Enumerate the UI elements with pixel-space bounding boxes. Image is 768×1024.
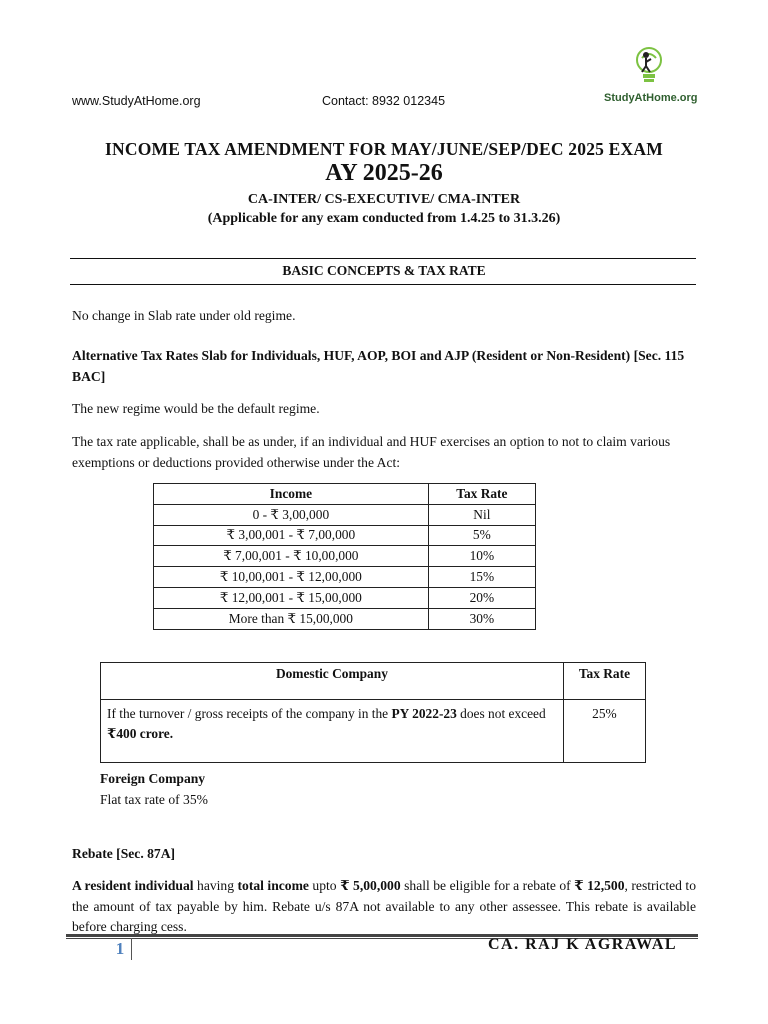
rate-cell: 20%	[428, 587, 535, 608]
section-rule-top	[70, 258, 696, 259]
header-website: www.StudyAtHome.org	[72, 94, 201, 108]
author-name: CA. RAJ K AGRAWAL	[488, 936, 678, 953]
table-row	[154, 608, 536, 629]
rate-cell: 5%	[428, 525, 535, 546]
rate-cell: 10%	[428, 546, 535, 567]
applicability-note: (Applicable for any exam conducted from 1.4.25 to 31.3.26)	[207, 211, 561, 226]
condition-text: If the turnover / gross receipts of the company in the	[107, 706, 392, 721]
tax-rate-column-header: Tax Rate	[428, 484, 535, 505]
income-cell: ₹ 12,00,001 - ₹ 15,00,000	[154, 587, 429, 608]
turnover-condition-cell	[101, 700, 564, 763]
previous-year: PY 2022-23	[391, 706, 457, 721]
header-contact: Contact: 8932 012345	[322, 94, 446, 108]
table-row	[154, 587, 536, 608]
table-row	[154, 504, 536, 525]
income-cell: 0 - ₹ 3,00,000	[154, 504, 429, 525]
rebate-bold-text: total income	[237, 878, 309, 893]
rebate-text: , restricted to the amount of tax payable by him. Rebate u/s 87A not available to any other assessee. This rebate is available before charging cess.	[72, 878, 697, 934]
rebate-text: shall be eligible for a rebate of	[400, 878, 575, 893]
rate-cell: 30%	[428, 608, 535, 629]
rate-cell: Nil	[428, 504, 535, 525]
foreign-company-heading: Foreign Company	[100, 771, 206, 786]
rebate-paragraph	[72, 876, 696, 938]
turnover-limit: ₹400 crore.	[107, 726, 174, 741]
slab-rate-table	[153, 483, 536, 630]
rebate-amount: ₹ 12,500	[574, 878, 625, 893]
rebate-income-limit: ₹ 5,00,000	[340, 878, 401, 893]
section-rule-bottom	[70, 284, 696, 285]
rebate-heading: Rebate [Sec. 87A]	[72, 846, 176, 861]
logo-icon	[598, 44, 700, 94]
tax-rate-intro: The tax rate applicable, shall be as under, if an individual and HUF exercises an option to not to claim various exemptions or deductions provided otherwise under the Act:	[72, 434, 671, 470]
page-number: 1	[115, 939, 125, 958]
income-cell: More than ₹ 15,00,000	[154, 608, 429, 629]
old-regime-note: No change in Slab rate under old regime.	[72, 308, 296, 323]
rebate-text: upto	[308, 878, 341, 893]
income-cell: ₹ 3,00,001 - ₹ 7,00,000	[154, 525, 429, 546]
rebate-text: having	[193, 878, 238, 893]
income-cell: ₹ 7,00,001 - ₹ 10,00,000	[154, 546, 429, 567]
tax-rate-header: Tax Rate	[563, 663, 645, 700]
document-title: INCOME TAX AMENDMENT FOR MAY/JUNE/SEP/DEC 2025 EXAM	[105, 139, 663, 159]
alternative-tax-heading: Alternative Tax Rates Slab for Individuals, HUF, AOP, BOI and AJP (Resident or Non-Resident) [Sec. 115 BAC]	[72, 348, 685, 384]
table-row	[101, 700, 646, 763]
condition-text: does not exceed	[456, 706, 546, 721]
default-regime-note: The new regime would be the default regime.	[72, 401, 320, 416]
page-number-divider	[131, 938, 132, 960]
assessment-year-title: AY 2025-26	[325, 160, 443, 186]
domestic-company-table	[100, 662, 646, 763]
domestic-company-header: Domestic Company	[101, 663, 564, 700]
rebate-bold-text: A resident individual	[72, 878, 194, 893]
rate-cell: 25%	[563, 700, 645, 763]
table-header-row	[101, 663, 646, 700]
logo-text: StudyAtHome.org	[604, 92, 698, 104]
table-row	[154, 525, 536, 546]
course-subtitle: CA-INTER/ CS-EXECUTIVE/ CMA-INTER	[247, 192, 521, 207]
income-column-header: Income	[154, 484, 429, 505]
section-heading: BASIC CONCEPTS & TAX RATE	[282, 263, 486, 278]
foreign-company-rate: Flat tax rate of 35%	[100, 792, 208, 807]
income-cell: ₹ 10,00,001 - ₹ 12,00,000	[154, 567, 429, 588]
table-header-row	[154, 484, 536, 505]
table-row	[154, 546, 536, 567]
table-row	[154, 567, 536, 588]
rate-cell: 15%	[428, 567, 535, 588]
